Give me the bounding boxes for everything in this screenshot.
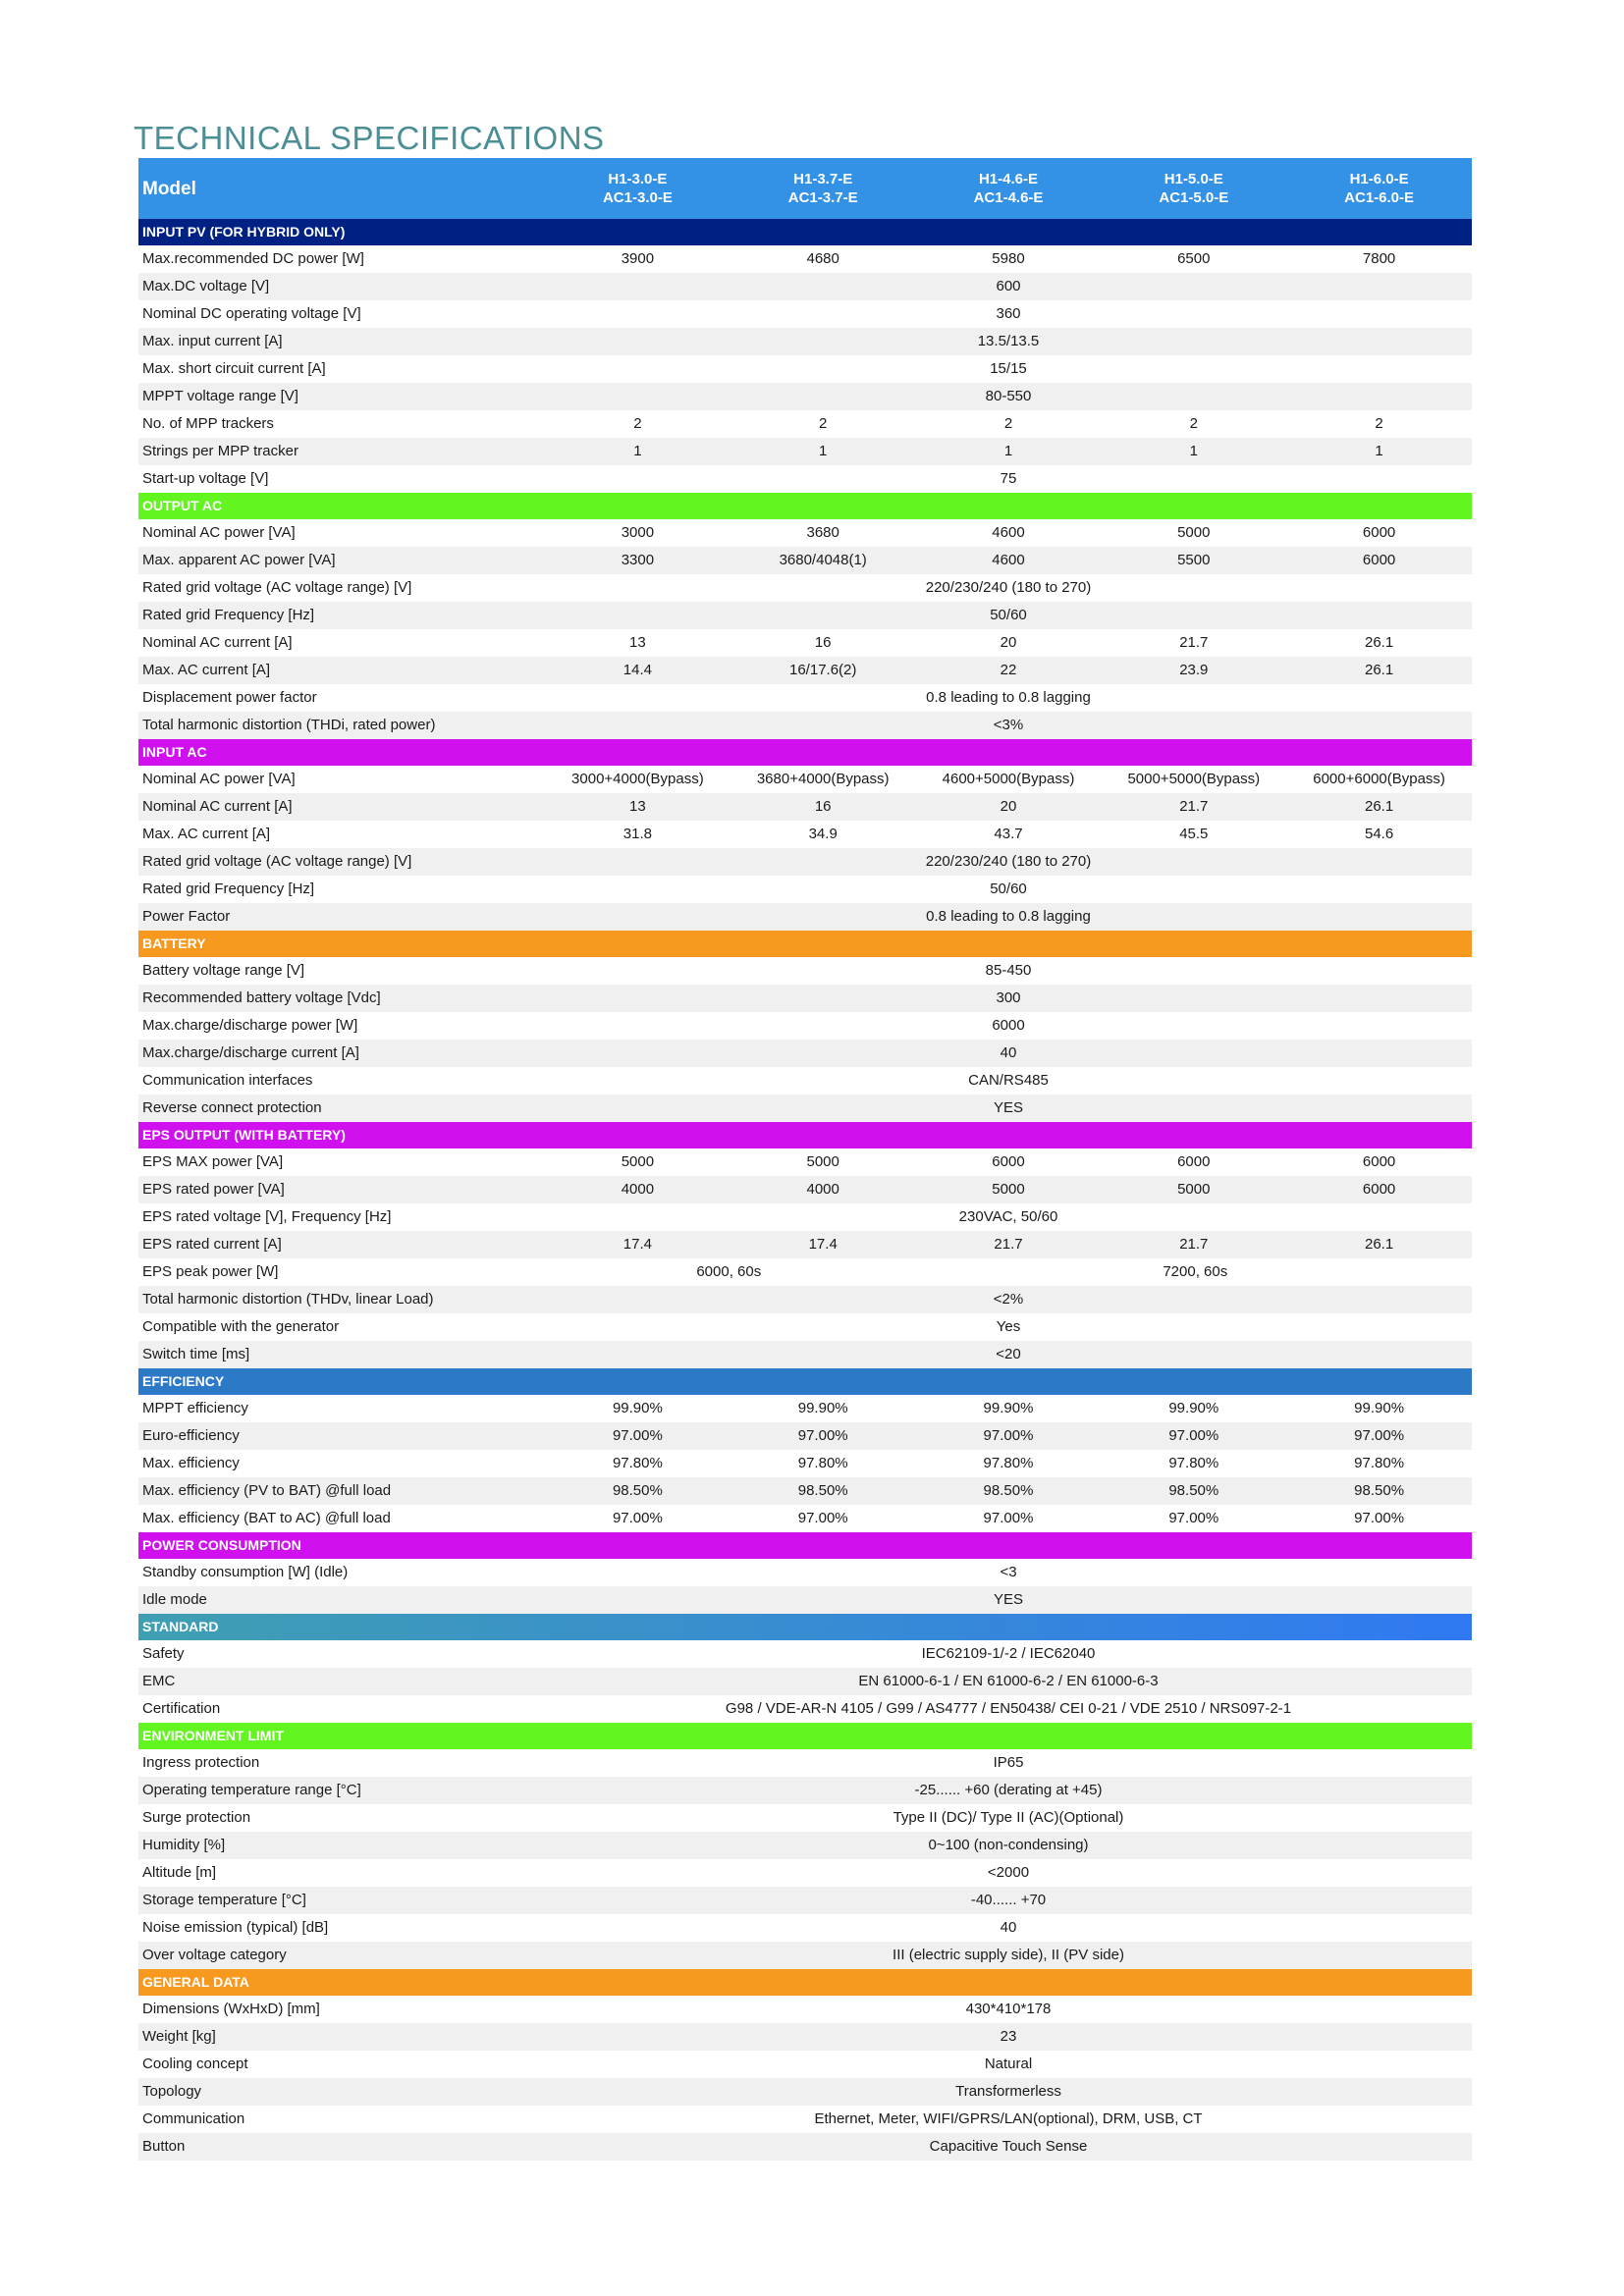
spec-row [138,2133,1472,2161]
section-title: EPS OUTPUT (WITH BATTERY) [138,1122,1472,1148]
model-column-header [731,158,916,219]
section-header-row [138,1532,1472,1559]
spec-label: EPS rated voltage [V], Frequency [Hz] [138,1203,545,1231]
section-header-row [138,1368,1472,1395]
spec-label: Max. apparent AC power [VA] [138,547,545,574]
spec-label: Communication interfaces [138,1067,545,1095]
spec-label: Switch time [ms] [138,1341,545,1368]
spec-value: 16/17.6(2) [731,657,916,684]
spec-value: 97.80% [1286,1450,1472,1477]
spec-label: Button [138,2133,545,2161]
spec-value: 21.7 [1101,793,1286,821]
spec-row [138,876,1472,903]
spec-value: 6500 [1101,245,1286,273]
spec-value: 40 [545,1914,1472,1942]
spec-row [138,2023,1472,2051]
section-title: BATTERY [138,931,1472,957]
spec-label: Max. efficiency [138,1450,545,1477]
spec-row [138,957,1472,985]
spec-value: 7800 [1286,245,1472,273]
spec-row [138,438,1472,465]
spec-label: EMC [138,1668,545,1695]
spec-label: Max.charge/discharge current [A] [138,1040,545,1067]
spec-label: EPS rated current [A] [138,1231,545,1258]
spec-value: 98.50% [1101,1477,1286,1505]
spec-row [138,300,1472,328]
spec-value: 97.00% [545,1505,731,1532]
spec-row [138,1804,1472,1832]
spec-value: 97.00% [1101,1422,1286,1450]
spec-value: 5000 [916,1176,1102,1203]
spec-value: Yes [545,1313,1472,1341]
spec-value: 2 [731,410,916,438]
spec-value: 600 [545,273,1472,300]
spec-value: 230VAC, 50/60 [545,1203,1472,1231]
spec-value: CAN/RS485 [545,1067,1472,1095]
spec-value: 80-550 [545,383,1472,410]
spec-label: No. of MPP trackers [138,410,545,438]
spec-value: 17.4 [731,1231,916,1258]
spec-value: 0~100 (non-condensing) [545,1832,1472,1859]
spec-value: 97.80% [1101,1450,1286,1477]
spec-label: Over voltage category [138,1942,545,1969]
spec-label: Euro-efficiency [138,1422,545,1450]
spec-label: Noise emission (typical) [dB] [138,1914,545,1942]
spec-value: 17.4 [545,1231,731,1258]
spec-value: 220/230/240 (180 to 270) [545,574,1472,602]
spec-row [138,684,1472,712]
spec-label: Dimensions (WxHxD) [mm] [138,1996,545,2023]
spec-row [138,1914,1472,1942]
spec-row [138,1395,1472,1422]
spec-label: Cooling concept [138,2051,545,2078]
spec-label: Max. short circuit current [A] [138,355,545,383]
spec-value: 1 [916,438,1102,465]
spec-value: 99.90% [916,1395,1102,1422]
spec-value: 4600 [916,519,1102,547]
spec-value: Type II (DC)/ Type II (AC)(Optional) [545,1804,1472,1832]
spec-value: 6000 [1286,547,1472,574]
spec-row [138,1040,1472,1067]
spec-value: 99.90% [731,1395,916,1422]
spec-row [138,1559,1472,1586]
spec-label: Standby consumption [W] (Idle) [138,1559,545,1586]
spec-value: 26.1 [1286,657,1472,684]
spec-value: 5500 [1101,547,1286,574]
spec-row [138,629,1472,657]
spec-label: Max. efficiency (BAT to AC) @full load [138,1505,545,1532]
spec-value: 21.7 [1101,1231,1286,1258]
spec-label: Nominal AC power [VA] [138,766,545,793]
spec-row [138,547,1472,574]
model-h1-name: H1-6.0-E [1349,171,1409,187]
spec-label: EPS MAX power [VA] [138,1148,545,1176]
spec-value: -25...... +60 (derating at +45) [545,1777,1472,1804]
spec-value: <20 [545,1341,1472,1368]
spec-value: 4600+5000(Bypass) [916,766,1102,793]
spec-row [138,1450,1472,1477]
spec-value: 97.00% [1101,1505,1286,1532]
spec-label: Safety [138,1640,545,1668]
spec-row [138,1286,1472,1313]
spec-value: 31.8 [545,821,731,848]
spec-label: Surge protection [138,1804,545,1832]
spec-value: 3300 [545,547,731,574]
spec-row [138,1586,1472,1614]
spec-value: 2 [1101,410,1286,438]
spec-row [138,1505,1472,1532]
spec-value: 20 [916,629,1102,657]
spec-row [138,1176,1472,1203]
spec-value: 5000 [545,1148,731,1176]
spec-value: 2 [916,410,1102,438]
spec-value: 98.50% [545,1477,731,1505]
spec-value: 6000 [916,1148,1102,1176]
spec-value: 20 [916,793,1102,821]
spec-value: 85-450 [545,957,1472,985]
spec-value: 99.90% [1101,1395,1286,1422]
spec-value: 6000+6000(Bypass) [1286,766,1472,793]
spec-row [138,1477,1472,1505]
spec-row [138,1996,1472,2023]
spec-label: Total harmonic distortion (THDi, rated power) [138,712,545,739]
spec-value: 26.1 [1286,1231,1472,1258]
spec-label: Max. input current [A] [138,328,545,355]
spec-row [138,1695,1472,1723]
spec-row [138,657,1472,684]
spec-value: 54.6 [1286,821,1472,848]
model-header-row [138,158,1472,219]
section-title: OUTPUT AC [138,493,1472,519]
spec-value: 50/60 [545,876,1472,903]
spec-value: <3% [545,712,1472,739]
spec-row [138,2078,1472,2106]
spec-row [138,2051,1472,2078]
model-h1-name: H1-3.0-E [608,171,668,187]
spec-row [138,1148,1472,1176]
spec-value: 5000 [1101,519,1286,547]
spec-value: 98.50% [1286,1477,1472,1505]
spec-label: EPS peak power [W] [138,1258,545,1286]
spec-row [138,1095,1472,1122]
spec-label: Reverse connect protection [138,1095,545,1122]
spec-value: 2 [545,410,731,438]
spec-value: 23.9 [1101,657,1286,684]
spec-value: 26.1 [1286,629,1472,657]
spec-value: 6000 [1286,519,1472,547]
spec-value: III (electric supply side), II (PV side) [545,1942,1472,1969]
spec-row [138,1313,1472,1341]
spec-value: G98 / VDE-AR-N 4105 / G99 / AS4777 / EN50438/ CEI 0-21 / VDE 2510 / NRS097-2-1 [545,1695,1472,1723]
spec-value: 21.7 [916,1231,1102,1258]
spec-row [138,1859,1472,1887]
spec-value: IP65 [545,1749,1472,1777]
spec-value: 3680/4048(1) [731,547,916,574]
spec-value: 6000 [1101,1148,1286,1176]
spec-row [138,1067,1472,1095]
spec-value: 14.4 [545,657,731,684]
model-ac1-name: AC1-3.0-E [602,189,673,206]
model-ac1-name: AC1-6.0-E [1344,189,1415,206]
spec-value: 6000 [545,1012,1472,1040]
spec-value: 4680 [731,245,916,273]
page-title: TECHNICAL SPECIFICATIONS [134,120,605,157]
model-column-header [545,158,731,219]
spec-row [138,328,1472,355]
section-header-row [138,931,1472,957]
spec-row [138,410,1472,438]
spec-row [138,465,1472,493]
spec-value: 99.90% [545,1395,731,1422]
spec-row [138,2106,1472,2133]
spec-label: Rated grid voltage (AC voltage range) [V] [138,848,545,876]
spec-value: 34.9 [731,821,916,848]
spec-value: <2% [545,1286,1472,1313]
spec-row [138,1749,1472,1777]
spec-value: YES [545,1586,1472,1614]
spec-label: Nominal AC current [A] [138,629,545,657]
section-title: ENVIRONMENT LIMIT [138,1723,1472,1749]
model-label: Model [138,158,545,219]
spec-label: MPPT efficiency [138,1395,545,1422]
model-column-header [916,158,1102,219]
spec-label: MPPT voltage range [V] [138,383,545,410]
spec-row [138,1012,1472,1040]
spec-row [138,1203,1472,1231]
spec-value: 3000+4000(Bypass) [545,766,731,793]
spec-row [138,273,1472,300]
spec-value: 4600 [916,547,1102,574]
spec-value: 13 [545,793,731,821]
spec-value: 15/15 [545,355,1472,383]
spec-value: 21.7 [1101,629,1286,657]
spec-value: 3680 [731,519,916,547]
spec-label: Start-up voltage [V] [138,465,545,493]
spec-value: 6000 [1286,1176,1472,1203]
spec-value: 98.50% [916,1477,1102,1505]
spec-row [138,903,1472,931]
spec-label: Compatible with the generator [138,1313,545,1341]
spec-label: Nominal DC operating voltage [V] [138,300,545,328]
spec-value: 1 [545,438,731,465]
spec-label: Strings per MPP tracker [138,438,545,465]
spec-label: Certification [138,1695,545,1723]
spec-value: 5000 [731,1148,916,1176]
spec-value: 5000+5000(Bypass) [1101,766,1286,793]
spec-value: 13.5/13.5 [545,328,1472,355]
spec-value: <2000 [545,1859,1472,1887]
spec-label: Max. AC current [A] [138,821,545,848]
spec-value: EN 61000-6-1 / EN 61000-6-2 / EN 61000-6-3 [545,1668,1472,1695]
spec-label: Power Factor [138,903,545,931]
section-title: EFFICIENCY [138,1368,1472,1395]
spec-label: Idle mode [138,1586,545,1614]
section-title: POWER CONSUMPTION [138,1532,1472,1559]
spec-value: 97.00% [916,1422,1102,1450]
spec-value: 1 [731,438,916,465]
spec-value: Capacitive Touch Sense [545,2133,1472,2161]
model-column-header [1286,158,1472,219]
spec-label: Max.charge/discharge power [W] [138,1012,545,1040]
spec-row [138,1422,1472,1450]
spec-label: EPS rated power [VA] [138,1176,545,1203]
spec-row [138,1341,1472,1368]
spec-value: 1 [1101,438,1286,465]
spec-value: 0.8 leading to 0.8 lagging [545,684,1472,712]
spec-label: Weight [kg] [138,2023,545,2051]
spec-label: Battery voltage range [V] [138,957,545,985]
section-header-row [138,493,1472,519]
model-h1-name: H1-4.6-E [978,171,1038,187]
spec-label: Max. AC current [A] [138,657,545,684]
spec-value: Transformerless [545,2078,1472,2106]
spec-value: 97.00% [1286,1505,1472,1532]
spec-row [138,821,1472,848]
spec-label: Max.recommended DC power [W] [138,245,545,273]
spec-value: 13 [545,629,731,657]
spec-value: 40 [545,1040,1472,1067]
spec-row [138,1942,1472,1969]
spec-label: Rated grid voltage (AC voltage range) [V] [138,574,545,602]
spec-value: <3 [545,1559,1472,1586]
spec-row [138,245,1472,273]
spec-label: Operating temperature range [°C] [138,1777,545,1804]
spec-label: Communication [138,2106,545,2133]
spec-row [138,383,1472,410]
spec-value: 97.80% [731,1450,916,1477]
spec-label: Storage temperature [°C] [138,1887,545,1914]
spec-value: 26.1 [1286,793,1472,821]
spec-row [138,712,1472,739]
section-title: STANDARD [138,1614,1472,1640]
spec-value: 97.00% [545,1422,731,1450]
spec-value: 4000 [731,1176,916,1203]
model-ac1-name: AC1-3.7-E [787,189,858,206]
spec-label: Nominal AC current [A] [138,793,545,821]
spec-value: 300 [545,985,1472,1012]
spec-value: 5980 [916,245,1102,273]
section-title: GENERAL DATA [138,1969,1472,1996]
spec-label: Recommended battery voltage [Vdc] [138,985,545,1012]
spec-value: 22 [916,657,1102,684]
spec-row [138,985,1472,1012]
spec-table [138,158,1472,2161]
spec-label: Rated grid Frequency [Hz] [138,602,545,629]
spec-value: 3680+4000(Bypass) [731,766,916,793]
spec-row [138,1887,1472,1914]
spec-value: 99.90% [1286,1395,1472,1422]
spec-row [138,1777,1472,1804]
section-title: INPUT AC [138,739,1472,766]
spec-value: 6000 [1286,1148,1472,1176]
spec-row [138,793,1472,821]
spec-label: Humidity [%] [138,1832,545,1859]
spec-row [138,574,1472,602]
spec-label: Displacement power factor [138,684,545,712]
spec-row [138,519,1472,547]
spec-value: 50/60 [545,602,1472,629]
spec-value: 97.80% [545,1450,731,1477]
spec-row [138,602,1472,629]
section-header-row [138,219,1472,245]
model-column-header [1101,158,1286,219]
model-h1-name: H1-5.0-E [1164,171,1223,187]
spec-row [138,766,1472,793]
spec-value: 75 [545,465,1472,493]
section-header-row [138,1969,1472,1996]
spec-value: 6000, 60s [545,1258,916,1286]
spec-value: 5000 [1101,1176,1286,1203]
spec-value: Ethernet, Meter, WIFI/GPRS/LAN(optional), DRM, USB, CT [545,2106,1472,2133]
spec-value: 3000 [545,519,731,547]
spec-value: 16 [731,793,916,821]
spec-label: Altitude [m] [138,1859,545,1887]
spec-value: 97.80% [916,1450,1102,1477]
spec-value: 7200, 60s [916,1258,1472,1286]
spec-label: Max.DC voltage [V] [138,273,545,300]
spec-label: Max. efficiency (PV to BAT) @full load [138,1477,545,1505]
spec-value: 220/230/240 (180 to 270) [545,848,1472,876]
spec-row [138,355,1472,383]
spec-value: 45.5 [1101,821,1286,848]
spec-value: 98.50% [731,1477,916,1505]
spec-value: 16 [731,629,916,657]
section-header-row [138,1122,1472,1148]
spec-value: Natural [545,2051,1472,2078]
section-header-row [138,1723,1472,1749]
model-ac1-name: AC1-5.0-E [1159,189,1229,206]
spec-value: 4000 [545,1176,731,1203]
spec-row [138,1640,1472,1668]
spec-value: 1 [1286,438,1472,465]
spec-value: 97.00% [1286,1422,1472,1450]
spec-value: 430*410*178 [545,1996,1472,2023]
spec-label: Nominal AC power [VA] [138,519,545,547]
section-title: INPUT PV (FOR HYBRID ONLY) [138,219,1472,245]
spec-value: 23 [545,2023,1472,2051]
spec-value: 97.00% [916,1505,1102,1532]
spec-value: 43.7 [916,821,1102,848]
spec-value: 360 [545,300,1472,328]
spec-value: -40...... +70 [545,1887,1472,1914]
section-header-row [138,1614,1472,1640]
model-ac1-name: AC1-4.6-E [973,189,1044,206]
spec-value: 3900 [545,245,731,273]
spec-label: Ingress protection [138,1749,545,1777]
spec-value: YES [545,1095,1472,1122]
spec-value: 0.8 leading to 0.8 lagging [545,903,1472,931]
spec-value: 97.00% [731,1422,916,1450]
section-header-row [138,739,1472,766]
spec-label: Total harmonic distortion (THDv, linear Load) [138,1286,545,1313]
spec-label: Rated grid Frequency [Hz] [138,876,545,903]
spec-value: 2 [1286,410,1472,438]
model-h1-name: H1-3.7-E [793,171,853,187]
spec-value: IEC62109-1/-2 / IEC62040 [545,1640,1472,1668]
spec-row [138,1668,1472,1695]
spec-value: 97.00% [731,1505,916,1532]
spec-row [138,1231,1472,1258]
spec-row [138,1258,1472,1286]
spec-row [138,1832,1472,1859]
spec-label: Topology [138,2078,545,2106]
spec-row [138,848,1472,876]
